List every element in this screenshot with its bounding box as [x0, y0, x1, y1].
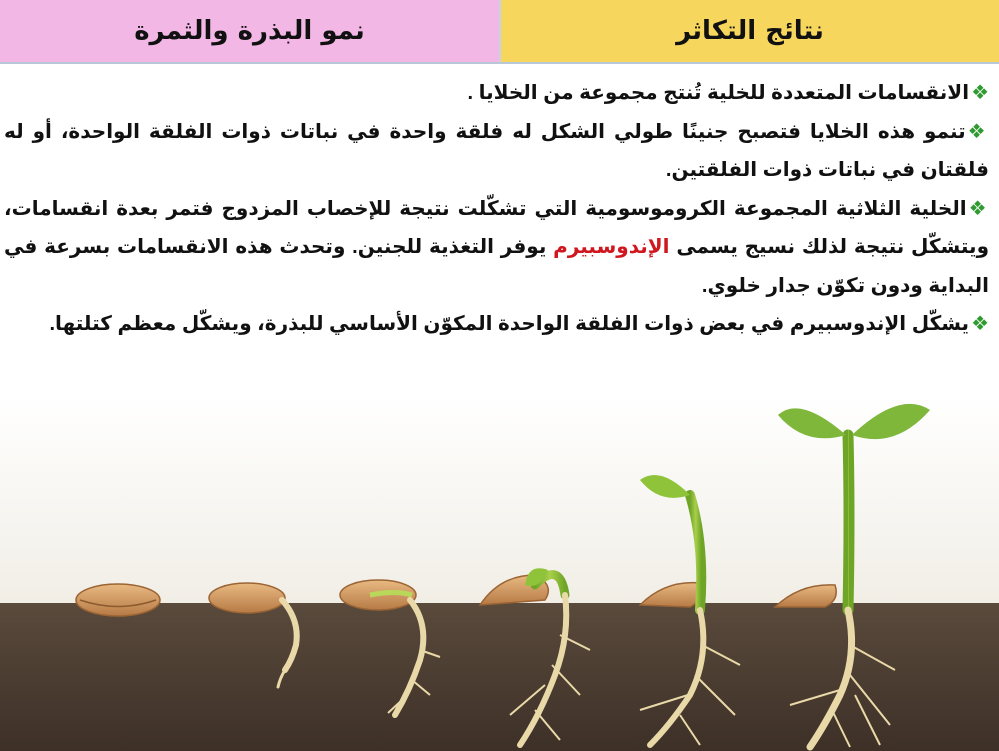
diamond-flower-bullet-icon: ❖ [968, 197, 989, 220]
bullet-paragraph [4, 74, 989, 113]
bullet-paragraph [4, 113, 989, 190]
bullet-paragraph [4, 190, 989, 306]
paragraph-text: يشكّل الإندوسبيرم في بعض ذوات الفلقة الواحدة المكوّن الأساسي للبذرة، ويشكّل معظم كتلتها. [49, 313, 970, 335]
diamond-flower-bullet-icon: ❖ [971, 82, 989, 104]
diamond-flower-bullet-icon: ❖ [967, 120, 989, 143]
header-bar [0, 0, 999, 64]
seed-stage-1 [76, 584, 160, 616]
paragraph-text: يوفر التغذية للجنين. وتحدث هذه الانقسامات بسرعة في البداية ودون تكوّن جدار خلوي. [4, 236, 989, 297]
endosperm-highlight: الإندوسبيرم [553, 236, 670, 258]
text-content [4, 74, 989, 344]
header-title-seed-fruit-growth: نمو البذرة والثمرة [0, 0, 499, 62]
bullet-paragraph [4, 305, 989, 344]
paragraph-text: تنمو هذه الخلايا فتصبح جنينًا طولي الشكل له فلقة واحدة في نباتات ذوات الفلقة الواحدة، أو له فلقتان في نباتات ذوات الفلقتين. [4, 120, 989, 181]
paragraph-text: الخلية الثلاثية المجموعة الكروموسومية التي تشكّلت نتيجة للإخصاب المزدوج فتمر بعدة انقسامات، ويتشكّل نتيجة لذلك نسيج يسمى [4, 197, 989, 258]
paragraph-text: الانقسامات المتعددة للخلية تُنتج مجموعة من الخلايا . [467, 82, 970, 104]
germination-illustration [0, 395, 999, 751]
header-title-reproduction-results: نتائج التكاثر [499, 0, 999, 62]
diamond-flower-bullet-icon: ❖ [971, 313, 989, 335]
